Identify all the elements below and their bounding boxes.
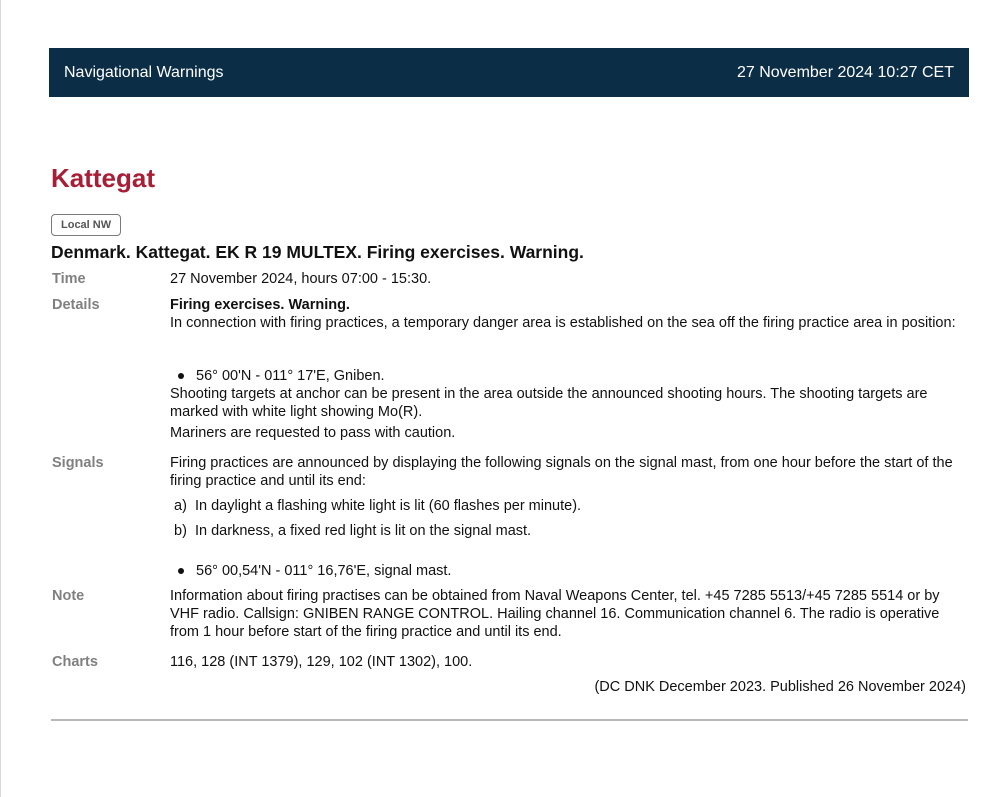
signals-position: 56° 00,54'N - 011° 16,76'E, signal mast. [196,563,452,579]
note-label: Note [52,588,85,604]
local-nw-badge: Local NW [51,214,121,236]
source-reference: (DC DNK December 2023. Published 26 November 2024) [594,679,966,695]
charts-label: Charts [52,654,98,670]
charts-value: 116, 128 (INT 1379), 129, 102 (INT 1302), 100. [170,654,473,670]
header-datetime: 27 November 2024 10:27 CET [736,63,954,81]
signals-item-text: In daylight a flashing white light is lit (60 flashes per minute). [195,498,582,514]
signals-intro: Firing practices are announced by displaying the following signals on the signal mast, from one hour before the start of the firing practice and until its end: [170,455,953,489]
warning-title: Denmark. Kattegat. EK R 19 MULTEX. Firing exercises. Warning. [51,242,584,262]
time-label: Time [52,271,86,287]
header-title: Navigational Warnings [64,63,224,81]
header-bar [49,48,969,97]
details-intro: In connection with firing practices, a temporary danger area is established on the sea off the firing practice area in position: [170,315,956,331]
bullet-icon [178,568,184,574]
details-position: 56° 00'N - 011° 17'E, Gniben. [196,368,385,384]
footer-divider [51,719,968,721]
page-left-border [0,0,1,797]
details-caution: Mariners are requested to pass with caution. [170,425,456,441]
signals-label: Signals [52,455,104,471]
time-value: 27 November 2024, hours 07:00 - 15:30. [170,271,432,287]
bullet-icon [178,373,184,379]
list-marker: b) [174,523,187,539]
signals-item-text: In darkness, a fixed red light is lit on the signal mast. [195,523,532,539]
region-title: Kattegat [51,163,156,193]
signals-item-a [174,497,581,515]
details-label: Details [52,297,100,313]
list-marker: a) [174,498,187,514]
details-heading: Firing exercises. Warning. [170,297,350,313]
signals-position-item [178,562,451,580]
details-position-item [178,367,385,385]
details-targets: Shooting targets at anchor can be present in the area outside the announced shooting hours. The shooting targets are marked with white light showing Mo(R). [170,386,928,420]
signals-item-b [174,522,531,540]
note-text: Information about firing practises can be obtained from Naval Weapons Center, tel. +45 7285 5513/+45 7285 5514 or by VHF radio. Callsign: GNIBEN RANGE CONTROL. Hailing channel 16. Communication channel 6. The radio is operative from 1 hour before start of the firing practice and until its end. [170,588,940,640]
